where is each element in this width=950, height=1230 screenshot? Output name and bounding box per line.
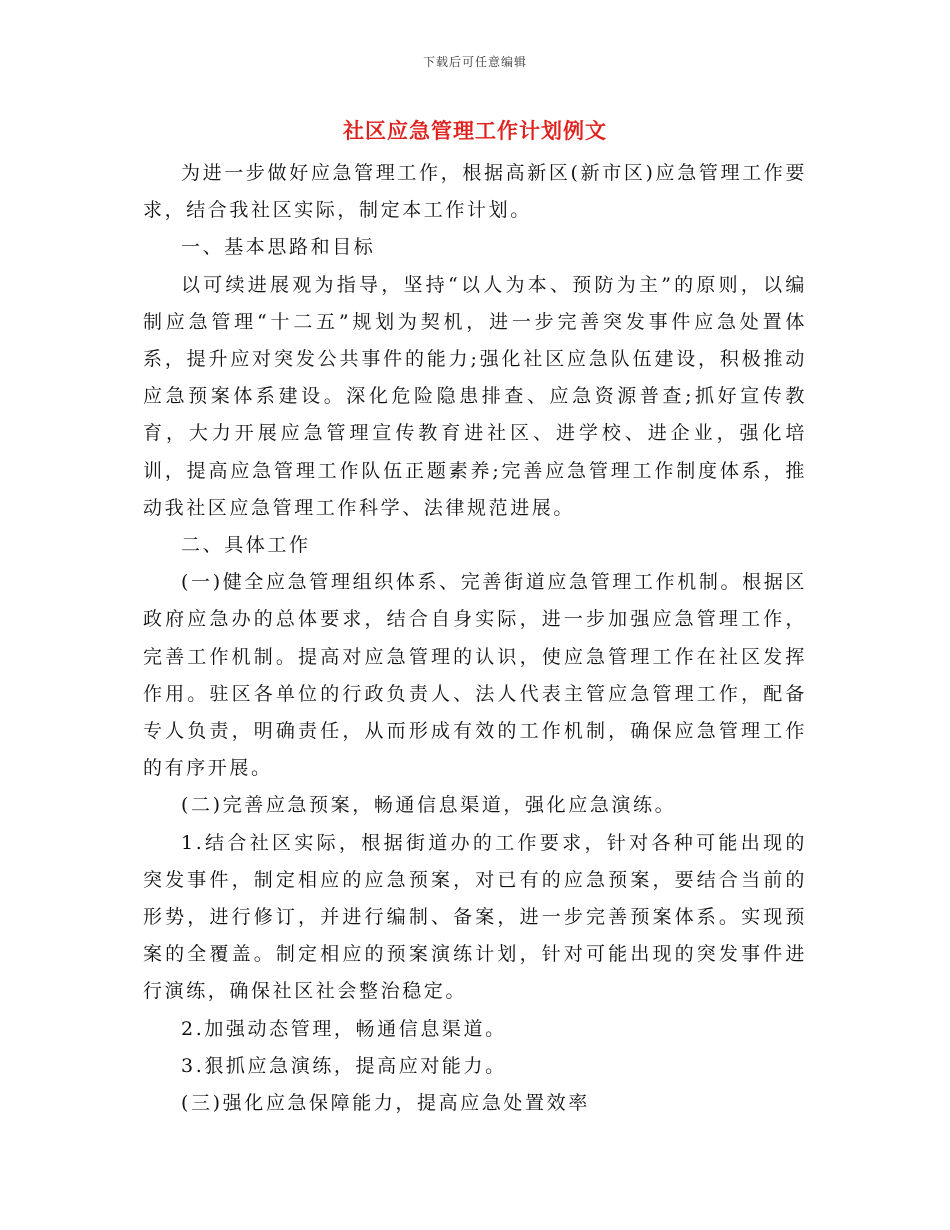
section-heading-goals: 一、基本思路和目标 bbox=[181, 236, 376, 259]
section-heading-tasks: 二、具体工作 bbox=[181, 534, 311, 557]
paragraph-task-2: (二)完善应急预案，畅通信息渠道，强化应急演练。 bbox=[181, 794, 677, 817]
header-note: 下载后可任意编辑 bbox=[422, 55, 527, 69]
paragraph-intro: 为进一步做好应急管理工作，根据高新区(新市区)应急管理工作要求，结合我社区实际，制定本工作计划。 bbox=[143, 162, 807, 222]
paragraph-task-2-item-3: 3.狠抓应急演练，提高应对能力。 bbox=[181, 1054, 507, 1077]
paragraph-task-2-item-1: 1.结合社区实际，根据街道办的工作要求，针对各种可能出现的突发事件，制定相应的应急预案，对已有的应急预案，要结合当前的形势，进行修订，并进行编制、备案，进一步完善预案体系。实现预案的全覆盖。制定相应的预案演练计划，针对可能出现的突发事件进行演练，确保社区社会整治稳定。 bbox=[143, 831, 807, 1003]
document-title: 社区应急管理工作计划例文 bbox=[343, 118, 607, 143]
document-body bbox=[143, 155, 807, 1122]
paragraph-task-3: (三)强化应急保障能力，提高应急处置效率 bbox=[181, 1092, 590, 1115]
paragraph-task-1: (一)健全应急管理组织体系、完善街道应急管理工作机制。根据区政府应急办的总体要求，结合自身实际，进一步加强应急管理工作，完善工作机制。提高对应急管理的认识，使应急管理工作在社区发挥作用。驻区各单位的行政负责人、法人代表主管应急管理工作，配备专人负责，明确责任，从而形成有效的工作机制，确保应急管理工作的有序开展。 bbox=[143, 571, 807, 780]
paragraph-task-2-item-2: 2.加强动态管理，畅通信息渠道。 bbox=[181, 1017, 507, 1040]
paragraph-goals: 以可续进展观为指导，坚持“以人为本、预防为主”的原则，以编制应急管理“十二五”规划为契机，进一步完善突发事件应急处置体系，提升应对突发公共事件的能力;强化社区应急队伍建设，积极推动应急预案体系建设。深化危险隐患排查、应急资源普查;抓好宣传教育，大力开展应急管理宣传教育进社区、进学校、进企业，强化培训，提高应急管理工作队伍正题素养;完善应急管理工作制度体系，推动我社区应急管理工作科学、法律规范进展。 bbox=[143, 273, 807, 519]
